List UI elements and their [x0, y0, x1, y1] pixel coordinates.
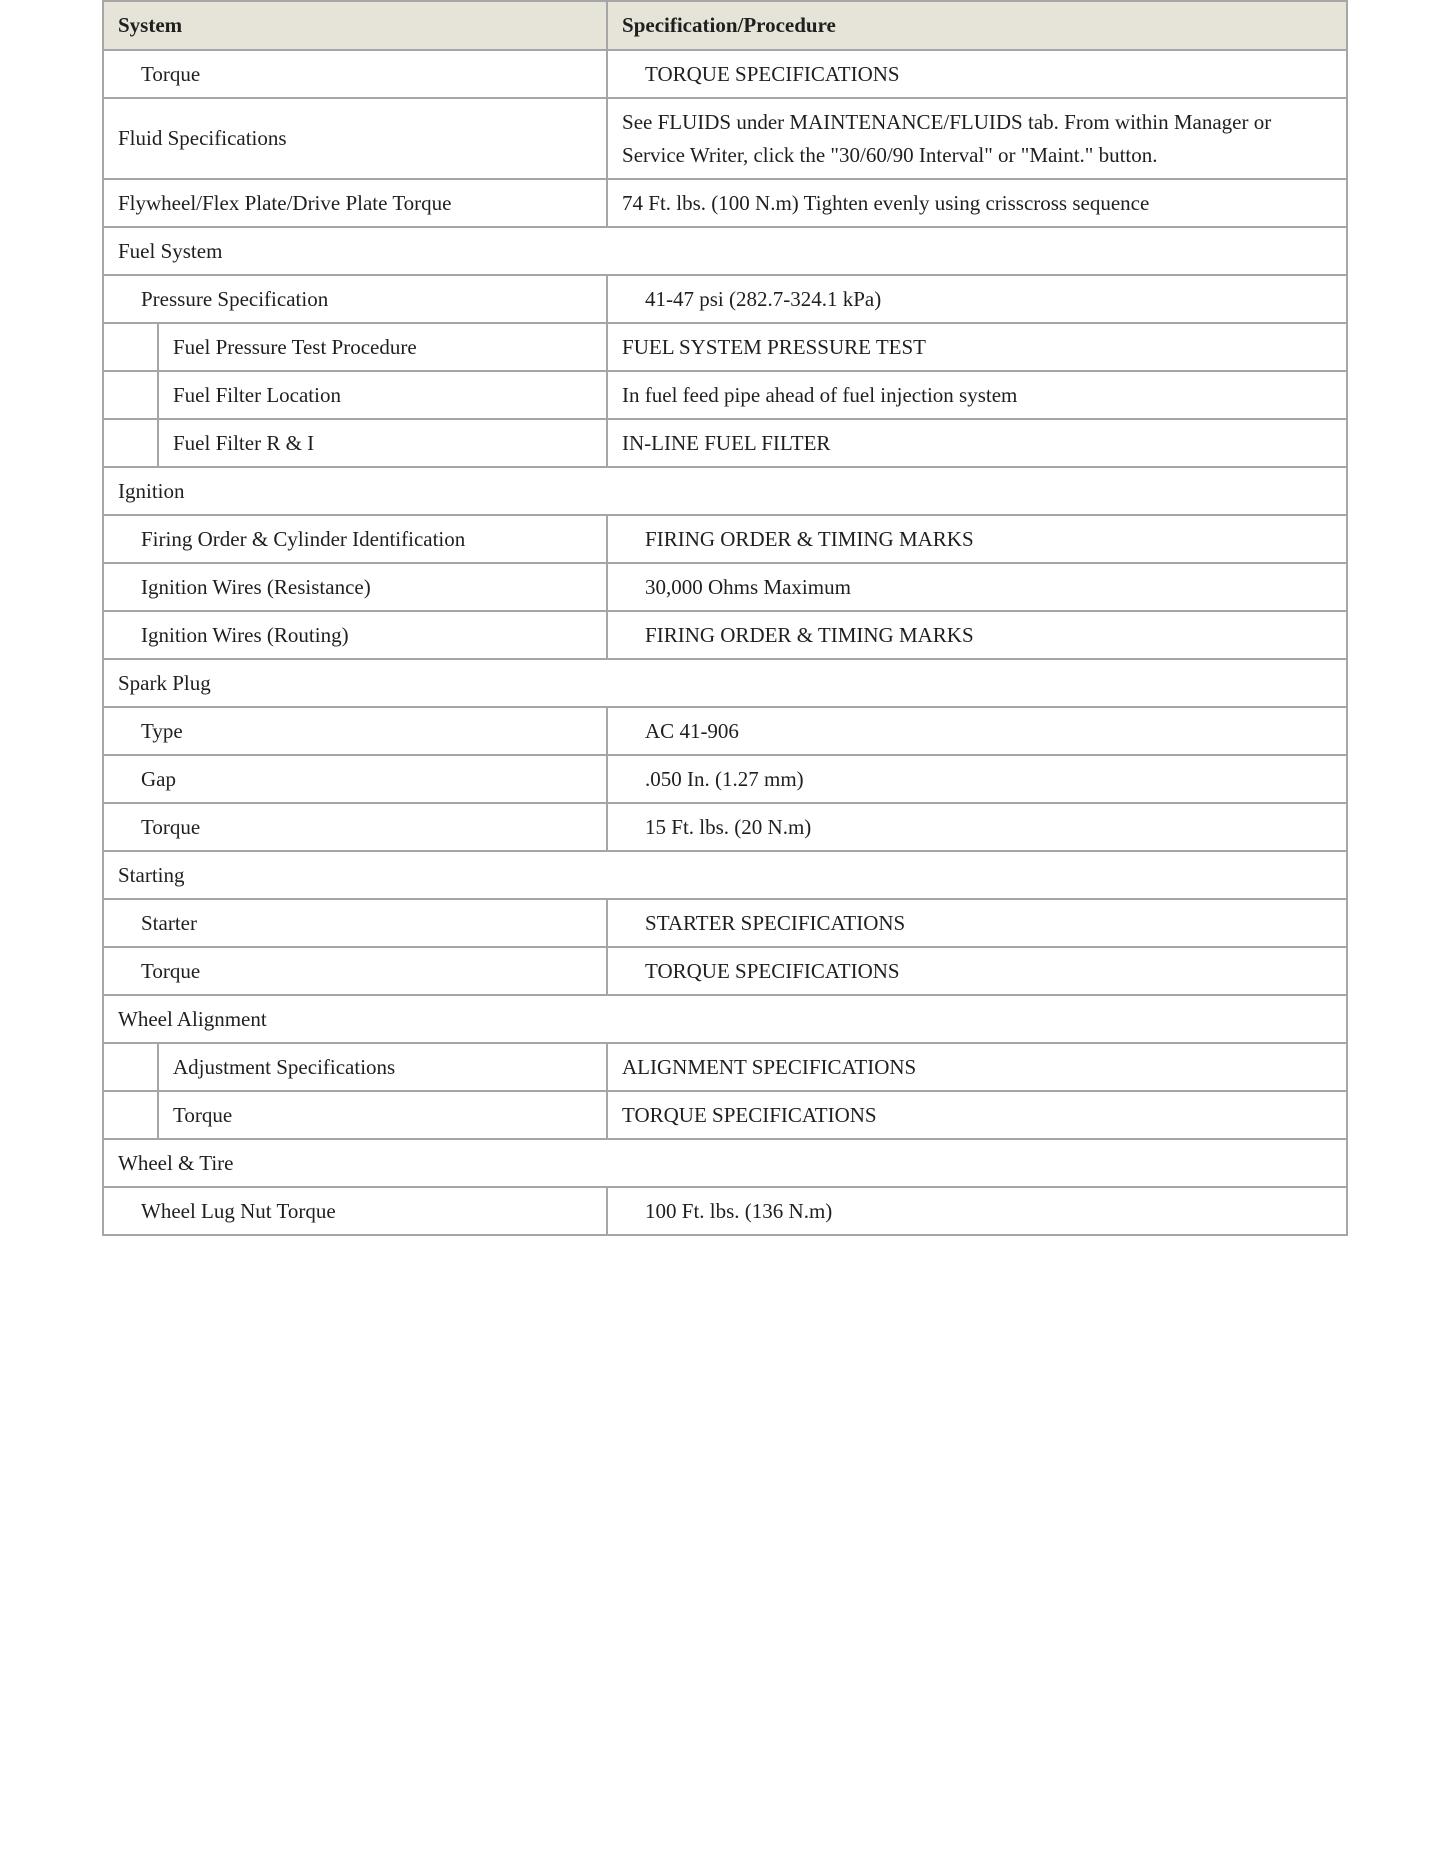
section-heading: Wheel & Tire: [103, 1139, 1347, 1187]
system-cell: Torque: [103, 50, 607, 98]
table-row: [103, 611, 1347, 659]
system-cell: Fuel Pressure Test Procedure: [158, 323, 607, 371]
system-cell: Gap: [103, 755, 607, 803]
system-cell: Torque: [103, 947, 607, 995]
section-heading: Fuel System: [103, 227, 1347, 275]
system-cell: Fuel Filter Location: [158, 371, 607, 419]
table-row: [103, 323, 1347, 371]
system-cell: Flywheel/Flex Plate/Drive Plate Torque: [103, 179, 607, 227]
table-row: [103, 1187, 1347, 1235]
table-row: [103, 179, 1347, 227]
indent-cell: [103, 1043, 158, 1091]
spec-cell: In fuel feed pipe ahead of fuel injection system: [607, 371, 1347, 419]
table-row: [103, 1091, 1347, 1139]
header-specification: Specification/Procedure: [607, 1, 1347, 50]
table-row: [103, 803, 1347, 851]
indent-cell: [103, 371, 158, 419]
spec-cell: FIRING ORDER & TIMING MARKS: [607, 515, 1347, 563]
spec-cell: 30,000 Ohms Maximum: [607, 563, 1347, 611]
section-heading: Spark Plug: [103, 659, 1347, 707]
system-cell: Fluid Specifications: [103, 98, 607, 179]
system-cell: Wheel Lug Nut Torque: [103, 1187, 607, 1235]
table-row: [103, 899, 1347, 947]
spec-cell: IN-LINE FUEL FILTER: [607, 419, 1347, 467]
section-row: [103, 995, 1347, 1043]
spec-cell: STARTER SPECIFICATIONS: [607, 899, 1347, 947]
table-row: [103, 50, 1347, 98]
table-row: [103, 707, 1347, 755]
table-row: [103, 947, 1347, 995]
section-row: [103, 659, 1347, 707]
spec-cell: ALIGNMENT SPECIFICATIONS: [607, 1043, 1347, 1091]
spec-cell: .050 In. (1.27 mm): [607, 755, 1347, 803]
system-cell: Torque: [158, 1091, 607, 1139]
specifications-table: [102, 0, 1348, 1236]
table-header-row: [103, 1, 1347, 50]
system-cell: Starter: [103, 899, 607, 947]
system-cell: Fuel Filter R & I: [158, 419, 607, 467]
table-row: [103, 1043, 1347, 1091]
table-row: [103, 419, 1347, 467]
spec-cell: FIRING ORDER & TIMING MARKS: [607, 611, 1347, 659]
spec-cell: See FLUIDS under MAINTENANCE/FLUIDS tab. From within Manager or Service Writer, click the "30/60/90 Interval" or "Maint." button.: [607, 98, 1347, 179]
system-cell: Ignition Wires (Resistance): [103, 563, 607, 611]
table-body: [103, 50, 1347, 1235]
system-cell: Firing Order & Cylinder Identification: [103, 515, 607, 563]
system-cell: Type: [103, 707, 607, 755]
indent-cell: [103, 1091, 158, 1139]
spec-cell: 74 Ft. lbs. (100 N.m) Tighten evenly using crisscross sequence: [607, 179, 1347, 227]
spec-cell: FUEL SYSTEM PRESSURE TEST: [607, 323, 1347, 371]
section-row: [103, 467, 1347, 515]
table-row: [103, 515, 1347, 563]
header-system: System: [103, 1, 607, 50]
system-cell: Pressure Specification: [103, 275, 607, 323]
indent-cell: [103, 323, 158, 371]
spec-cell: 15 Ft. lbs. (20 N.m): [607, 803, 1347, 851]
section-heading: Wheel Alignment: [103, 995, 1347, 1043]
system-cell: Torque: [103, 803, 607, 851]
spec-cell: TORQUE SPECIFICATIONS: [607, 1091, 1347, 1139]
spec-cell: 41-47 psi (282.7-324.1 kPa): [607, 275, 1347, 323]
section-heading: Starting: [103, 851, 1347, 899]
spec-cell: 100 Ft. lbs. (136 N.m): [607, 1187, 1347, 1235]
table-row: [103, 755, 1347, 803]
section-row: [103, 1139, 1347, 1187]
indent-cell: [103, 419, 158, 467]
table-row: [103, 98, 1347, 179]
spec-cell: TORQUE SPECIFICATIONS: [607, 50, 1347, 98]
spec-cell: AC 41-906: [607, 707, 1347, 755]
spec-cell: TORQUE SPECIFICATIONS: [607, 947, 1347, 995]
table-row: [103, 371, 1347, 419]
section-heading: Ignition: [103, 467, 1347, 515]
table-row: [103, 563, 1347, 611]
section-row: [103, 227, 1347, 275]
table-row: [103, 275, 1347, 323]
system-cell: Adjustment Specifications: [158, 1043, 607, 1091]
section-row: [103, 851, 1347, 899]
system-cell: Ignition Wires (Routing): [103, 611, 607, 659]
